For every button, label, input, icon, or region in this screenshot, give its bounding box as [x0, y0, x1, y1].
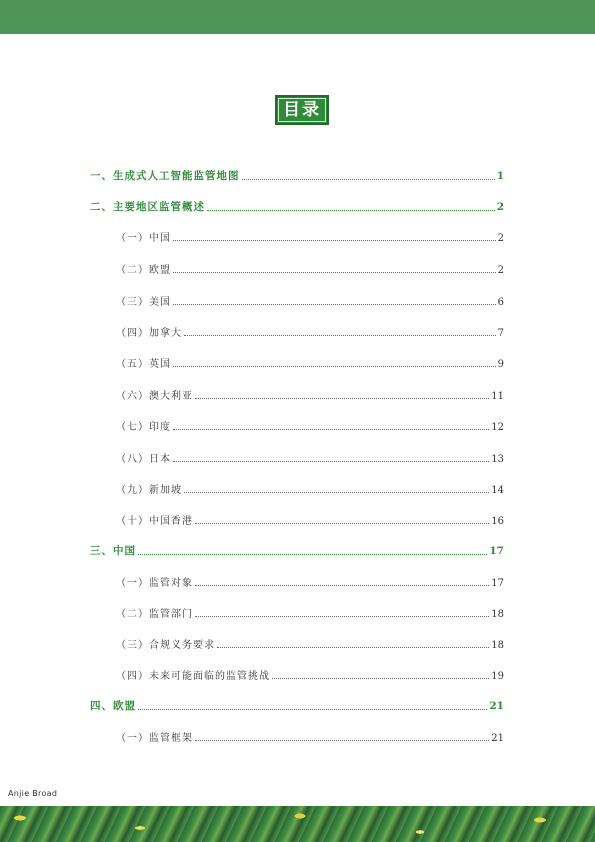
toc-leader-dots [217, 647, 489, 648]
toc-entry-label: 二、主要地区监管概述 [90, 201, 205, 213]
footer-painting-strip [0, 806, 595, 842]
toc-leader-dots [173, 304, 496, 305]
toc-entry-page: 2 [497, 265, 504, 276]
toc-entry-page: 11 [491, 391, 504, 402]
toc-leader-dots [195, 740, 489, 741]
page-title: 目录 [275, 95, 329, 125]
toc-entry[interactable] [90, 698, 504, 714]
toc-leader-dots [272, 678, 489, 679]
toc-leader-dots [173, 461, 489, 462]
toc-entry-label: （一）监管对象 [116, 578, 193, 589]
toc-entry[interactable] [116, 729, 504, 745]
toc-entry[interactable] [116, 293, 504, 309]
toc-entry[interactable] [90, 168, 504, 184]
toc-entry-label: （四）未来可能面临的监管挑战 [116, 671, 270, 682]
toc-entry-label: （一）中国 [116, 233, 171, 244]
toc-entry[interactable] [116, 667, 504, 683]
toc-entry-page: 16 [491, 516, 504, 527]
toc-entry[interactable] [116, 387, 504, 403]
toc-leader-dots [173, 240, 496, 241]
toc-entry-page: 13 [491, 454, 504, 465]
toc-entry-page: 7 [497, 328, 504, 339]
toc-entry-page: 2 [497, 233, 504, 244]
toc-leader-dots [242, 179, 495, 180]
toc-entry-page: 9 [497, 359, 504, 370]
toc-entry[interactable] [116, 450, 504, 466]
toc-entry[interactable] [116, 574, 504, 590]
toc-entry-page: 21 [489, 700, 504, 712]
toc-entry[interactable] [90, 199, 504, 215]
toc-leader-dots [138, 554, 487, 555]
toc-entry[interactable] [116, 418, 504, 434]
toc-entry-page: 6 [497, 297, 504, 308]
toc-entry-page: 2 [496, 201, 504, 213]
toc-entry-label: （五）英国 [116, 359, 171, 370]
toc-leader-dots [173, 429, 489, 430]
toc-entry[interactable] [116, 512, 504, 528]
toc-entry-label: （一）监管框架 [116, 733, 193, 744]
toc-entry-label: （六）澳大利亚 [116, 391, 193, 402]
toc-leader-dots [173, 366, 496, 367]
toc-entry[interactable] [116, 324, 504, 340]
toc-leader-dots [173, 272, 496, 273]
toc-entry-label: （二）欧盟 [116, 265, 171, 276]
toc-entry[interactable] [90, 543, 504, 559]
toc-entry-page: 19 [491, 671, 504, 682]
toc-entry-page: 18 [491, 640, 504, 651]
toc-entry-label: 三、中国 [90, 545, 136, 557]
header-band [0, 0, 595, 34]
toc-entry-page: 17 [489, 545, 504, 557]
toc-entry-page: 1 [496, 170, 504, 182]
toc-leader-dots [184, 492, 489, 493]
toc-leader-dots [184, 335, 496, 336]
toc-entry-label: （二）监管部门 [116, 609, 193, 620]
toc-entry[interactable] [116, 481, 504, 497]
brand-wordmark: Anjie Broad [8, 789, 58, 798]
toc-entry-label: （九）新加坡 [116, 485, 182, 496]
toc-leader-dots [207, 210, 495, 211]
toc-entry-page: 17 [491, 578, 504, 589]
toc-leader-dots [138, 709, 487, 710]
toc-entry-label: （三）美国 [116, 297, 171, 308]
toc-entry-page: 14 [491, 485, 504, 496]
toc-entry-label: （四）加拿大 [116, 328, 182, 339]
toc-entry[interactable] [116, 605, 504, 621]
toc-leader-dots [195, 398, 489, 399]
toc-entry[interactable] [116, 229, 504, 245]
toc-leader-dots [195, 616, 489, 617]
toc-entry-page: 12 [491, 422, 504, 433]
toc-entry-label: （八）日本 [116, 454, 171, 465]
toc-entry-label: （十）中国香港 [116, 516, 193, 527]
toc-entry[interactable] [116, 636, 504, 652]
toc-entry-page: 18 [491, 609, 504, 620]
toc-entry-page: 21 [491, 733, 504, 744]
toc-entry-label: （三）合规义务要求 [116, 640, 215, 651]
toc-entry-label: （七）印度 [116, 422, 171, 433]
toc-entry-label: 一、生成式人工智能监管地图 [90, 170, 240, 182]
toc-leader-dots [195, 585, 489, 586]
toc-entry[interactable] [116, 261, 504, 277]
toc-entry-label: 四、欧盟 [90, 700, 136, 712]
toc-entry[interactable] [116, 355, 504, 371]
toc-leader-dots [195, 523, 489, 524]
